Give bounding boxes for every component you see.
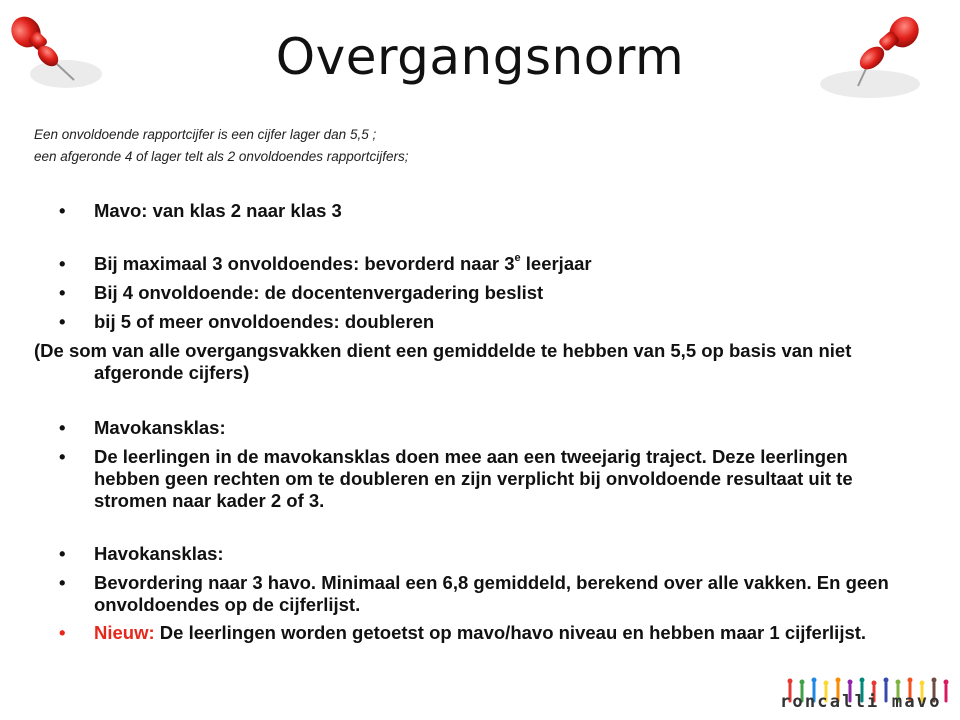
list-item-mavokansklas-heading: • Mavokansklas: <box>59 417 226 438</box>
bullet: • <box>59 417 66 438</box>
page-title: Overgangsnorm <box>275 28 685 86</box>
list-item-havokansklas-heading: • Havokansklas: <box>59 543 224 564</box>
list-item-rule-1: • Bij maximaal 3 onvoldoendes: bevorderd naar 3e leerjaar <box>59 251 592 274</box>
list-item-mavokansklas-text: • De leerlingen in de mavokansklas doen mee aan een tweejarig traject. Deze leerlingen hebben geen rechten om te doubleren en zijn verplicht bij onvoldoende resultaat uit te stromen naar kader 2 of 3. <box>59 446 853 511</box>
list-item-new: • Nieuw: De leerlingen worden getoetst op mavo/havo niveau en hebben maar 1 cijferlijst. <box>59 622 867 643</box>
bullet: • <box>59 311 66 332</box>
list-item-havokansklas-text: • Bevordering naar 3 havo. Minimaal een 6,8 gemiddeld, berekend over alle vakken. En geen onvoldoendes op de cijferlijst. <box>59 572 889 615</box>
intro-line: Een onvoldoende rapportcijfer is een cijfer lager dan 5,5 ; <box>34 127 377 142</box>
bullet: • <box>59 446 66 467</box>
list-item-rule-2: • Bij 4 onvoldoende: de docentenvergadering beslist <box>59 282 544 303</box>
bullet: • <box>59 572 66 593</box>
bullet: • <box>59 282 66 303</box>
list-item-mavo-heading: • Mavo: van klas 2 naar klas 3 <box>59 200 342 221</box>
intro-text <box>34 124 409 168</box>
mavo-note: (De som van alle overgangsvakken dient een gemiddelde te hebben van 5,5 op basis van niet afgeronde cijfers) <box>34 340 852 383</box>
slide-content <box>34 200 914 644</box>
bullet: • <box>59 543 66 564</box>
school-logo-text: roncalli mavo <box>780 692 942 712</box>
bullet: • <box>59 200 66 221</box>
new-label: Nieuw: <box>94 622 155 643</box>
intro-line: een afgeronde 4 of lager telt als 2 onvoldoendes rapportcijfers; <box>34 149 409 164</box>
bullet: • <box>59 253 66 274</box>
bullet: • <box>59 622 66 643</box>
list-item-rule-3: • bij 5 of meer onvoldoendes: doubleren <box>59 311 435 332</box>
